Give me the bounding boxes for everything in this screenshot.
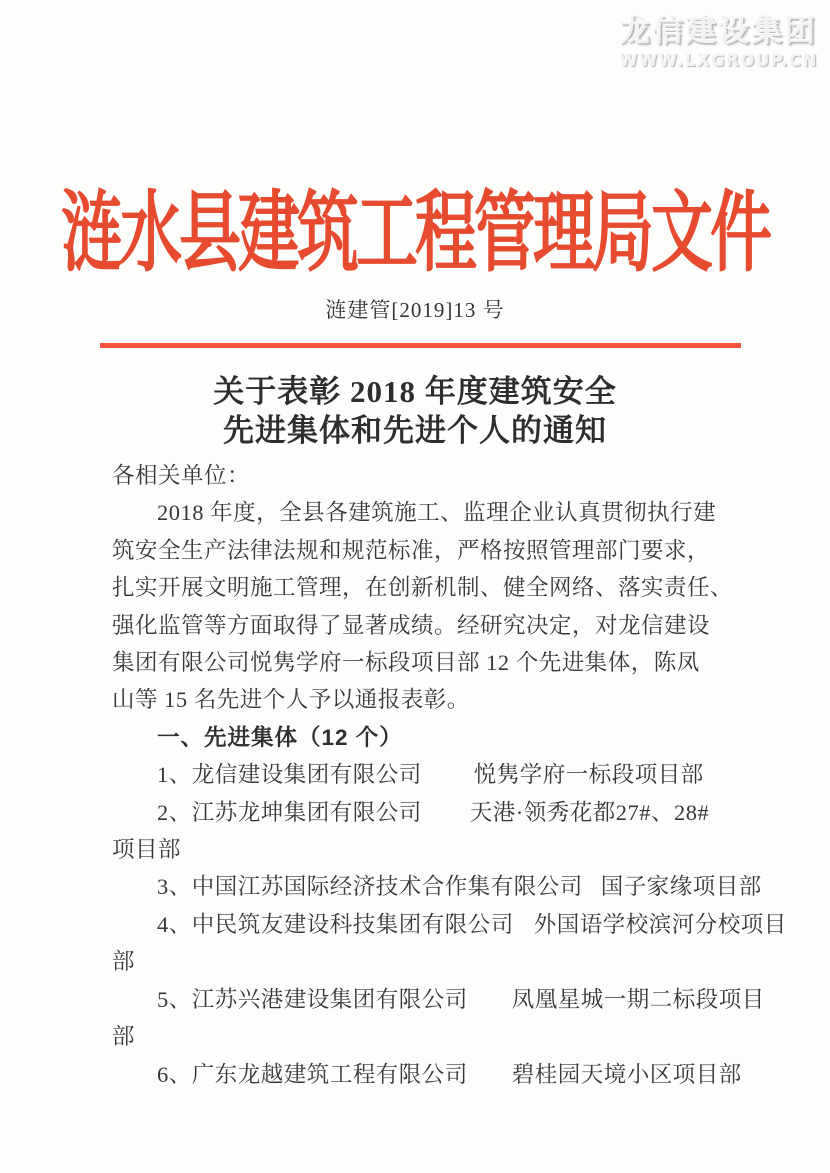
collective-company: 4、中民筑友建设科技集团有限公司 xyxy=(157,911,514,937)
collective-company: 6、广东龙越建筑工程有限公司 xyxy=(157,1061,468,1087)
paragraph-line: 山等 15 名先进个人予以通报表彰。 xyxy=(112,687,470,713)
watermark-company-name: 龙信建设集团 xyxy=(620,14,818,49)
collective-project: 凤凰星城一期二标段项目 xyxy=(511,986,765,1012)
paragraph-line: 筑安全生产法律法规和规范标准，严格按照管理部门要求， xyxy=(112,537,711,563)
paragraph-line: 强化监管等方面取得了显著成绩。经研究决定，对龙信建设 xyxy=(112,612,711,638)
collective-item-3 xyxy=(112,868,762,905)
paragraph-line: 扎实开展文明施工管理，在创新机制、健全网络、落实责任、 xyxy=(112,575,734,601)
collective-item-4-wrap: 部 xyxy=(112,949,136,975)
notice-title xyxy=(0,372,830,450)
collective-project: 国子家缘项目部 xyxy=(600,874,762,900)
salutation: 各相关单位： xyxy=(112,463,251,488)
paragraph-line: 2018 年度，全县各建筑施工、监理企业认真贯彻执行建 xyxy=(157,500,717,526)
company-watermark xyxy=(619,6,818,70)
red-divider-line xyxy=(100,343,741,348)
collective-project: 悦隽学府一标段项目部 xyxy=(473,762,704,788)
notice-title-line1: 关于表彰 2018 年度建筑安全 xyxy=(213,374,617,409)
collective-item-2 xyxy=(112,794,748,831)
paragraph-line: 集团有限公司悦隽学府一标段项目部 12 个先进集体，陈凤 xyxy=(112,650,700,676)
collective-project: 外国语学校滨河分校项目 xyxy=(533,911,787,937)
red-letterhead-title: 涟水县建筑工程管理局文件 xyxy=(60,186,769,283)
collective-project: 碧桂园天境小区项目部 xyxy=(511,1061,742,1087)
document-body xyxy=(112,457,787,1093)
collective-company: 2、江苏龙坤集团有限公司 xyxy=(157,799,422,825)
collective-item-2-wrap: 项目部 xyxy=(112,837,182,863)
notice-title-line2: 先进集体和先进个人的通知 xyxy=(223,413,607,448)
collective-item-5-wrap: 部 xyxy=(112,1024,136,1050)
collective-company: 3、中国江苏国际经济技术合作集有限公司 xyxy=(157,874,583,900)
collective-company: 5、江苏兴港建设集团有限公司 xyxy=(157,986,468,1012)
collective-project: 天港·领秀花都27#、28# xyxy=(469,799,710,825)
collective-item-4 xyxy=(112,906,787,943)
collective-company: 1、龙信建设集团有限公司 xyxy=(157,762,422,788)
document-number: 涟建管[2019]13 号 xyxy=(325,298,505,322)
collective-item-1 xyxy=(112,756,748,793)
collective-item-5 xyxy=(112,981,765,1018)
collective-item-6 xyxy=(112,1056,748,1093)
section-heading-advanced-collectives: 一、先进集体（12 个） xyxy=(157,724,403,750)
watermark-website-url: WWW.LXGROUP.CN xyxy=(619,51,818,70)
